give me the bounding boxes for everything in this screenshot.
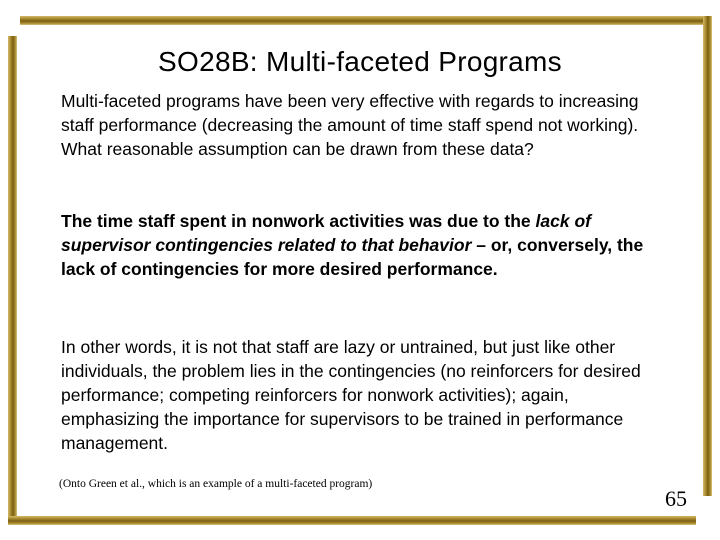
explanation-paragraph: In other words, it is not that staff are lazy or untrained, but just like other individuals, the problem lies in the contingencies (no reinforcers for desired performance; competing reinforcers for nonwork activities); again, emphasizing the importance for supervisors to be trained in performance management. — [61, 337, 641, 453]
answer-text-end: – or, conversely, the lack of contingencies for more desired performance. — [61, 235, 644, 279]
top-border-bar — [20, 16, 708, 25]
answer-text-emphasis: lack of supervisor contingencies related to that behavior — [61, 211, 591, 255]
question-paragraph: Multi-faceted programs have been very effective with regards to increasing staff performance (decreasing the amount of time staff spend not working). What reasonable assumption can be drawn from these data? — [61, 91, 639, 159]
bottom-border-bar — [8, 516, 696, 525]
slide-title: SO28B: Multi-faceted Programs — [158, 46, 562, 77]
right-border-bar — [703, 16, 712, 496]
left-border-bar — [8, 36, 17, 516]
answer-text-start: The time staff spent in nonwork activities was due to the — [61, 211, 536, 231]
answer-paragraph — [61, 209, 661, 281]
citation-note: (Onto Green et al., which is an example of a multi-faceted program) — [59, 478, 373, 490]
page-number: 65 — [665, 486, 687, 511]
